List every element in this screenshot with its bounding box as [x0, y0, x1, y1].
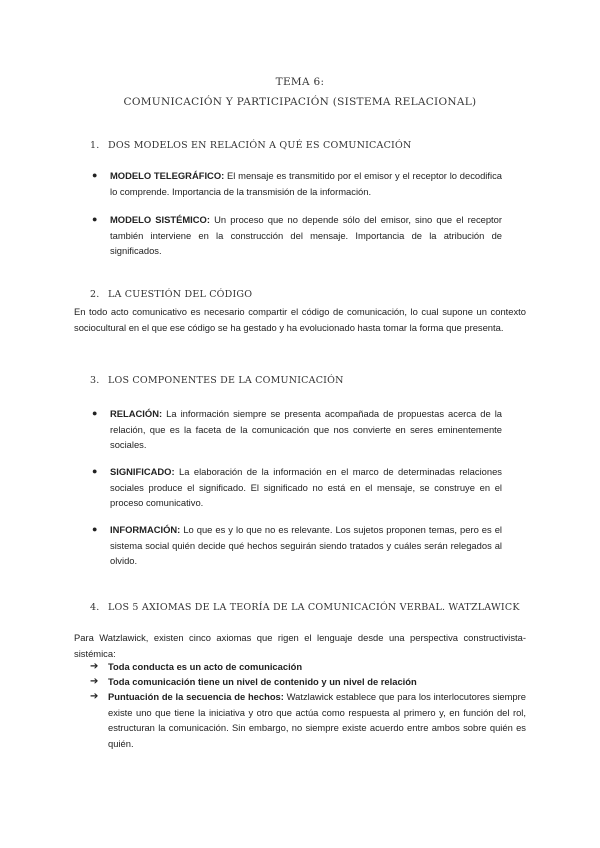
bullet-label: MODELO SISTÉMICO:	[110, 214, 210, 225]
list-item	[90, 659, 526, 675]
list-item	[90, 689, 526, 751]
bullet-text: La información siempre se presenta acompañada de propuestas acerca de la relación, que es la faceta de la comunicación que nos convierte en seres eminentemente sociales.	[110, 408, 502, 450]
section-2-paragraph: En todo acto comunicativo es necesario compartir el código de comunicación, lo cual supone un contexto sociocultural en el que ese código se ha gestado y ha evolucionado hasta tomar la forma que presenta.	[74, 306, 526, 333]
axiom-label: Toda comunicación tiene un nivel de contenido y un nivel de relación	[108, 676, 417, 687]
bullet-icon: ●	[92, 170, 98, 180]
list-item	[92, 168, 502, 199]
list-item	[92, 212, 502, 259]
section-number: 3.	[90, 375, 100, 386]
section-title: DOS MODELOS EN RELACIÓN A QUÉ ES COMUNICACIÓN	[108, 140, 412, 151]
arrow-icon: ➔	[90, 661, 99, 672]
arrow-icon: ➔	[90, 676, 99, 687]
section-number: 1.	[90, 140, 100, 151]
list-item	[92, 406, 502, 453]
bullet-icon: ●	[92, 214, 98, 224]
bullet-label: MODELO TELEGRÁFICO:	[110, 170, 225, 181]
list-item	[92, 464, 502, 511]
section-title: LA CUESTIÓN DEL CÓDIGO	[108, 289, 253, 300]
arrow-icon: ➔	[90, 691, 99, 702]
bullet-label: RELACIÓN:	[110, 408, 163, 419]
list-item	[92, 522, 502, 569]
bullet-text: Lo que es y lo que no es relevante. Los sujetos proponen temas, pero es el sistema social quién decide qué hechos seguirán siendo tratados y cuáles serán relegados al olvido.	[110, 524, 502, 566]
section-number: 4.	[90, 602, 100, 613]
bullet-label: SIGNIFICADO:	[110, 466, 175, 477]
axiom-text: Watzlawick establece que para los interlocutores siempre existe uno que tiene la iniciativa y otro que actúa como respuesta al primero y, en función del rol, estructuran la comunicación. Sin embargo, no siempre existe acuerdo entre ambos sobre quién es quién.	[108, 691, 526, 749]
document-title-line1: TEMA 6:	[275, 76, 325, 88]
section-2-heading	[90, 287, 252, 303]
list-item	[90, 674, 526, 690]
axiom-label: Toda conducta es un acto de comunicación	[108, 661, 303, 672]
section-4-heading	[90, 600, 520, 616]
bullet-label: INFORMACIÓN:	[110, 524, 181, 535]
bullet-text: La elaboración de la información en el marco de determinadas relaciones sociales produce el significado. El significado no está en el mensaje, se construye en el proceso comunicativo.	[110, 466, 502, 508]
bullet-icon: ●	[92, 524, 98, 534]
section-4-intro: Para Watzlawick, existen cinco axiomas que rigen el lenguaje desde una perspectiva constructivista-sistémica:	[74, 632, 526, 659]
section-title: LOS COMPONENTES DE LA COMUNICACIÓN	[108, 375, 344, 386]
bullet-icon: ●	[92, 408, 98, 418]
document-title-line2: COMUNICACIÓN Y PARTICIPACIÓN (SISTEMA RELACIONAL)	[123, 96, 477, 108]
bullet-icon: ●	[92, 466, 98, 476]
bullet-text: Un proceso que no depende sólo del emisor, sino que el receptor también interviene en la construcción del mensaje. Importancia de la atribución de significados.	[110, 214, 503, 256]
section-number: 2.	[90, 289, 100, 300]
axiom-label: Puntuación de la secuencia de hechos:	[108, 691, 284, 702]
bullet-text: El mensaje es transmitido por el emisor y el receptor lo decodifica lo comprende. Importancia de la transmisión de la información.	[110, 170, 502, 197]
section-3-heading	[90, 373, 344, 389]
section-title: LOS 5 AXIOMAS DE LA TEORÍA DE LA COMUNICACIÓN VERBAL. WATZLAWICK	[108, 602, 520, 613]
section-1-heading	[90, 138, 412, 154]
